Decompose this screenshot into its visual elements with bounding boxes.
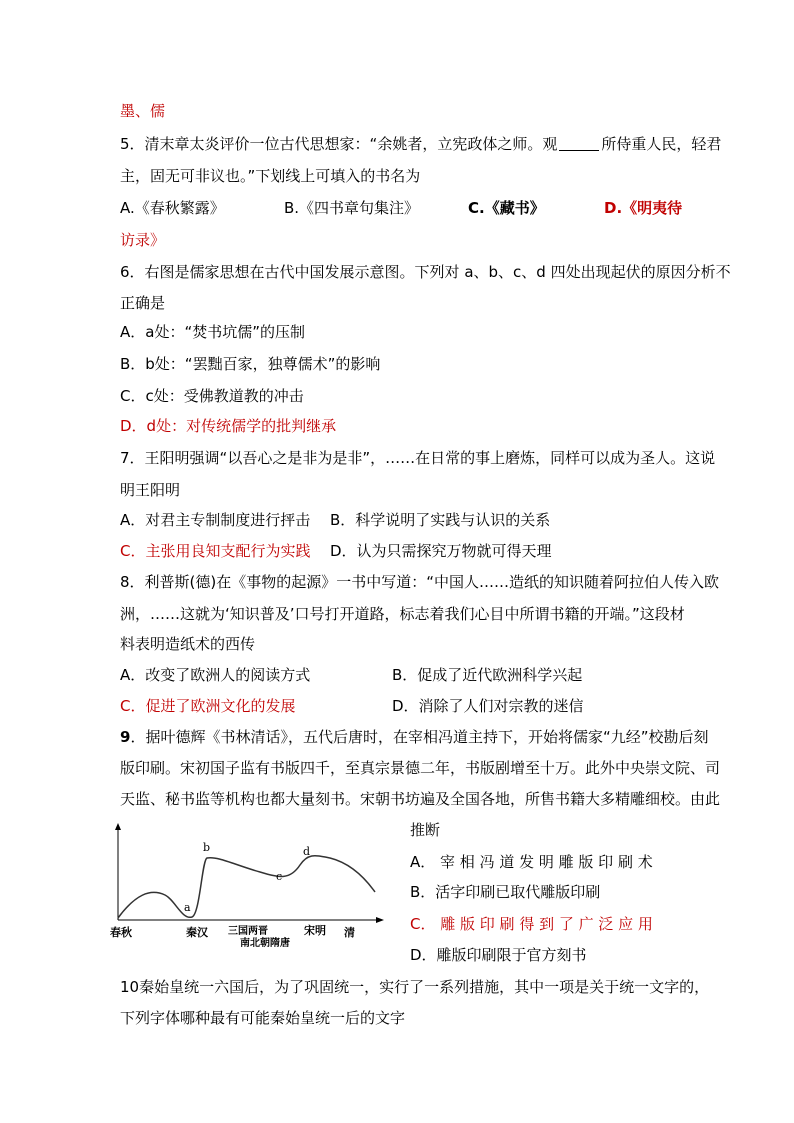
q10-stem-line1: 10秦始皇统一六国后，为了巩固统一，实行了一系列措施，其中一项是关于统一文字的，: [120, 978, 710, 996]
q6-option-b: B．b处：“罢黜百家，独尊儒术”的影响: [120, 355, 381, 373]
q6-option-a: A．a处：“焚书坑儒”的压制: [120, 323, 305, 341]
q8-stem-line3: 料表明造纸术的西传: [120, 635, 256, 653]
q9-option-d: D．雕版印刷限于官方刻书: [410, 946, 587, 964]
x-label-chunqiu: 春秋: [110, 926, 132, 939]
q9-stem-line2: 版印刷。宋初国子监有书版四千，至真宗景德二年，书版剧增至十万。此外中央崇文院、司: [120, 759, 721, 777]
q5-option-d: D.《明夷待: [604, 199, 683, 217]
q9-option-c: C． 雕 版 印 刷 得 到 了 广 泛 应 用: [410, 915, 653, 933]
x-label-qing: 清: [344, 926, 355, 939]
q9-stem-line1: 9．据叶德辉《书林清话》，五代后唐时，在宰相冯道主持下，开始将儒家“九经”校勘后刻: [120, 728, 709, 746]
q8-option-d: D．消除了人们对宗教的迷信: [392, 697, 584, 715]
q8-stem-line1: 8．利普斯(德)在《事物的起源》一书中写道：“中国人……造纸的知识随着阿拉伯人传入欧: [120, 573, 720, 591]
q7-stem-line1: 7．王阳明强调“以吾心之是非为是非”，……在日常的事上磨炼，同样可以成为圣人。这说: [120, 449, 716, 467]
q8-option-b: B．促成了近代欧洲科学兴起: [392, 666, 583, 684]
q7-option-d: D．认为只需探究万物就可得天理: [330, 542, 552, 560]
x-label-songming: 宋明: [304, 924, 326, 937]
q7-stem-line2: 明王阳明: [120, 481, 181, 499]
q5-option-c: C.《藏书》: [468, 199, 545, 217]
q9-option-a: A． 宰 相 冯 道 发 明 雕 版 印 刷 术: [410, 853, 653, 871]
q6-option-d: D．d处：对传统儒学的批判继承: [120, 417, 337, 435]
q7-option-c: C．主张用良知支配行为实践: [120, 542, 311, 560]
x-label-sanguo: 三国两晋: [228, 926, 268, 937]
fragment-text: 墨、儒: [120, 102, 166, 120]
q8-stem-line2: 洲，……这就为‘知识普及’口号打开道路，标志着我们心目中所谓书籍的开端。”这段材: [120, 605, 685, 623]
q5-stem-line1: 5．清末章太炎评价一位古代思想家：“余姚者，立宪政体之师。观 所侍重人民，轻君: [120, 135, 722, 153]
q9-option-b: B．活字印刷已取代雕版印刷: [410, 883, 601, 901]
q9-stem-line4: 推断: [410, 821, 441, 839]
q8-option-c: C．促进了欧洲文化的发展: [120, 697, 296, 715]
q5-option-d-cont: 访录》: [120, 231, 166, 249]
q5-stem-line2: 主，固无可非议也。”下划线上可填入的书名为: [120, 167, 421, 185]
q6-stem-line1: 6．右图是儒家思想在古代中国发展示意图。下列对 a、b、c、d 四处出现起伏的原因分析不: [120, 263, 731, 281]
x-label-nanbeichao: 南北朝隋唐: [240, 938, 290, 949]
q6-stem-line2: 正确是: [120, 294, 166, 312]
q7-option-b: B．科学说明了实践与认识的关系: [330, 511, 551, 529]
q6-option-c: C．c处：受佛教道教的冲击: [120, 387, 304, 405]
q7-option-a: A．对君主专制制度进行抨击: [120, 511, 311, 529]
x-axis-arrow: [376, 917, 384, 923]
point-label-b: b: [203, 841, 211, 854]
confucianism-development-chart: [110, 820, 410, 960]
q5-option-a: A.《春秋繁露》: [120, 199, 225, 217]
q8-option-a: A．改变了欧洲人的阅读方式: [120, 666, 311, 684]
trend-line: [118, 856, 375, 918]
x-label-qinhan: 秦汉: [186, 926, 208, 939]
y-axis-arrow: [115, 823, 121, 830]
q5-option-b: B.《四书章句集注》: [284, 199, 420, 217]
point-label-d: d: [303, 845, 311, 858]
q10-stem-line2: 下列字体哪种最有可能秦始皇统一后的文字: [120, 1009, 406, 1027]
fill-blank: [559, 136, 599, 151]
point-label-c: c: [276, 870, 283, 883]
q9-stem-line3: 天监、秘书监等机构也都大量刻书。宋朝书坊遍及全国各地，所售书籍大多精雕细校。由此: [120, 790, 721, 808]
point-label-a: a: [184, 901, 191, 914]
